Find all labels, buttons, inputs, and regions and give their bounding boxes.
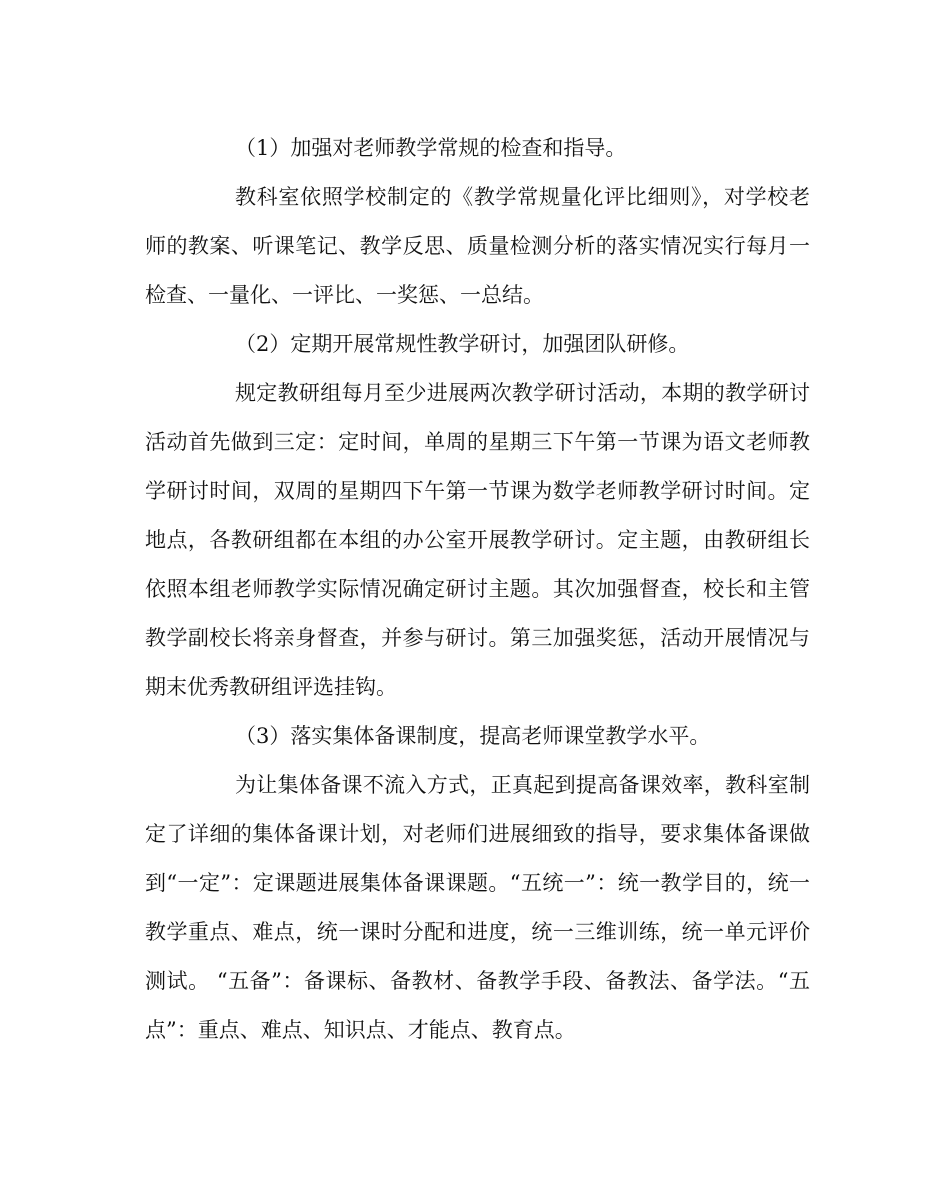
section-2-heading: （2）定期开展常规性教学研讨，加强团队研修。 bbox=[235, 332, 690, 356]
section-3-paragraph: 为让集体备课不流入方式，正真起到提高备课效率，教科室制定了详细的集体备课计划，对老师们进展细致的指导，要求集体备课做到“一定”：定课题进展集体备课课题。“五统一”：统一教学目的，统一教学重点、难点，统一课时分配和进度，统一三维训练，统一单元评价测试。 “五备”：备课标、备教材、备教学手段、备教法、备学法。“五点”：重点、难点、知识点、才能点、教育点。 bbox=[145, 773, 810, 1042]
section-1-heading: （1）加强对老师教学常规的检查和指导。 bbox=[235, 136, 627, 160]
section-3-heading: （3）落实集体备课制度，提高老师课堂教学水平。 bbox=[235, 724, 711, 748]
document-body bbox=[145, 124, 810, 1055]
section-1-paragraph: 教科室依照学校制定的《教学常规量化评比细则》，对学校老师的教案、听课笔记、教学反思、质量检测分析的落实情况实行每月一检查、一量化、一评比、一奖惩、一总结。 bbox=[145, 185, 810, 307]
section-2-paragraph: 规定教研组每月至少进展两次教学研讨活动，本期的教学研讨活动首先做到三定：定时间，单周的星期三下午第一节课为语文老师教学研讨时间，双周的星期四下午第一节课为数学老师教学研讨时间。定地点，各教研组都在本组的办公室开展教学研讨。定主题，由教研组长依照本组老师教学实际情况确定研讨主题。其次加强督查，校长和主管教学副校长将亲身督查，并参与研讨。第三加强奖惩，活动开展情况与期末优秀教研组评选挂钩。 bbox=[145, 381, 810, 699]
